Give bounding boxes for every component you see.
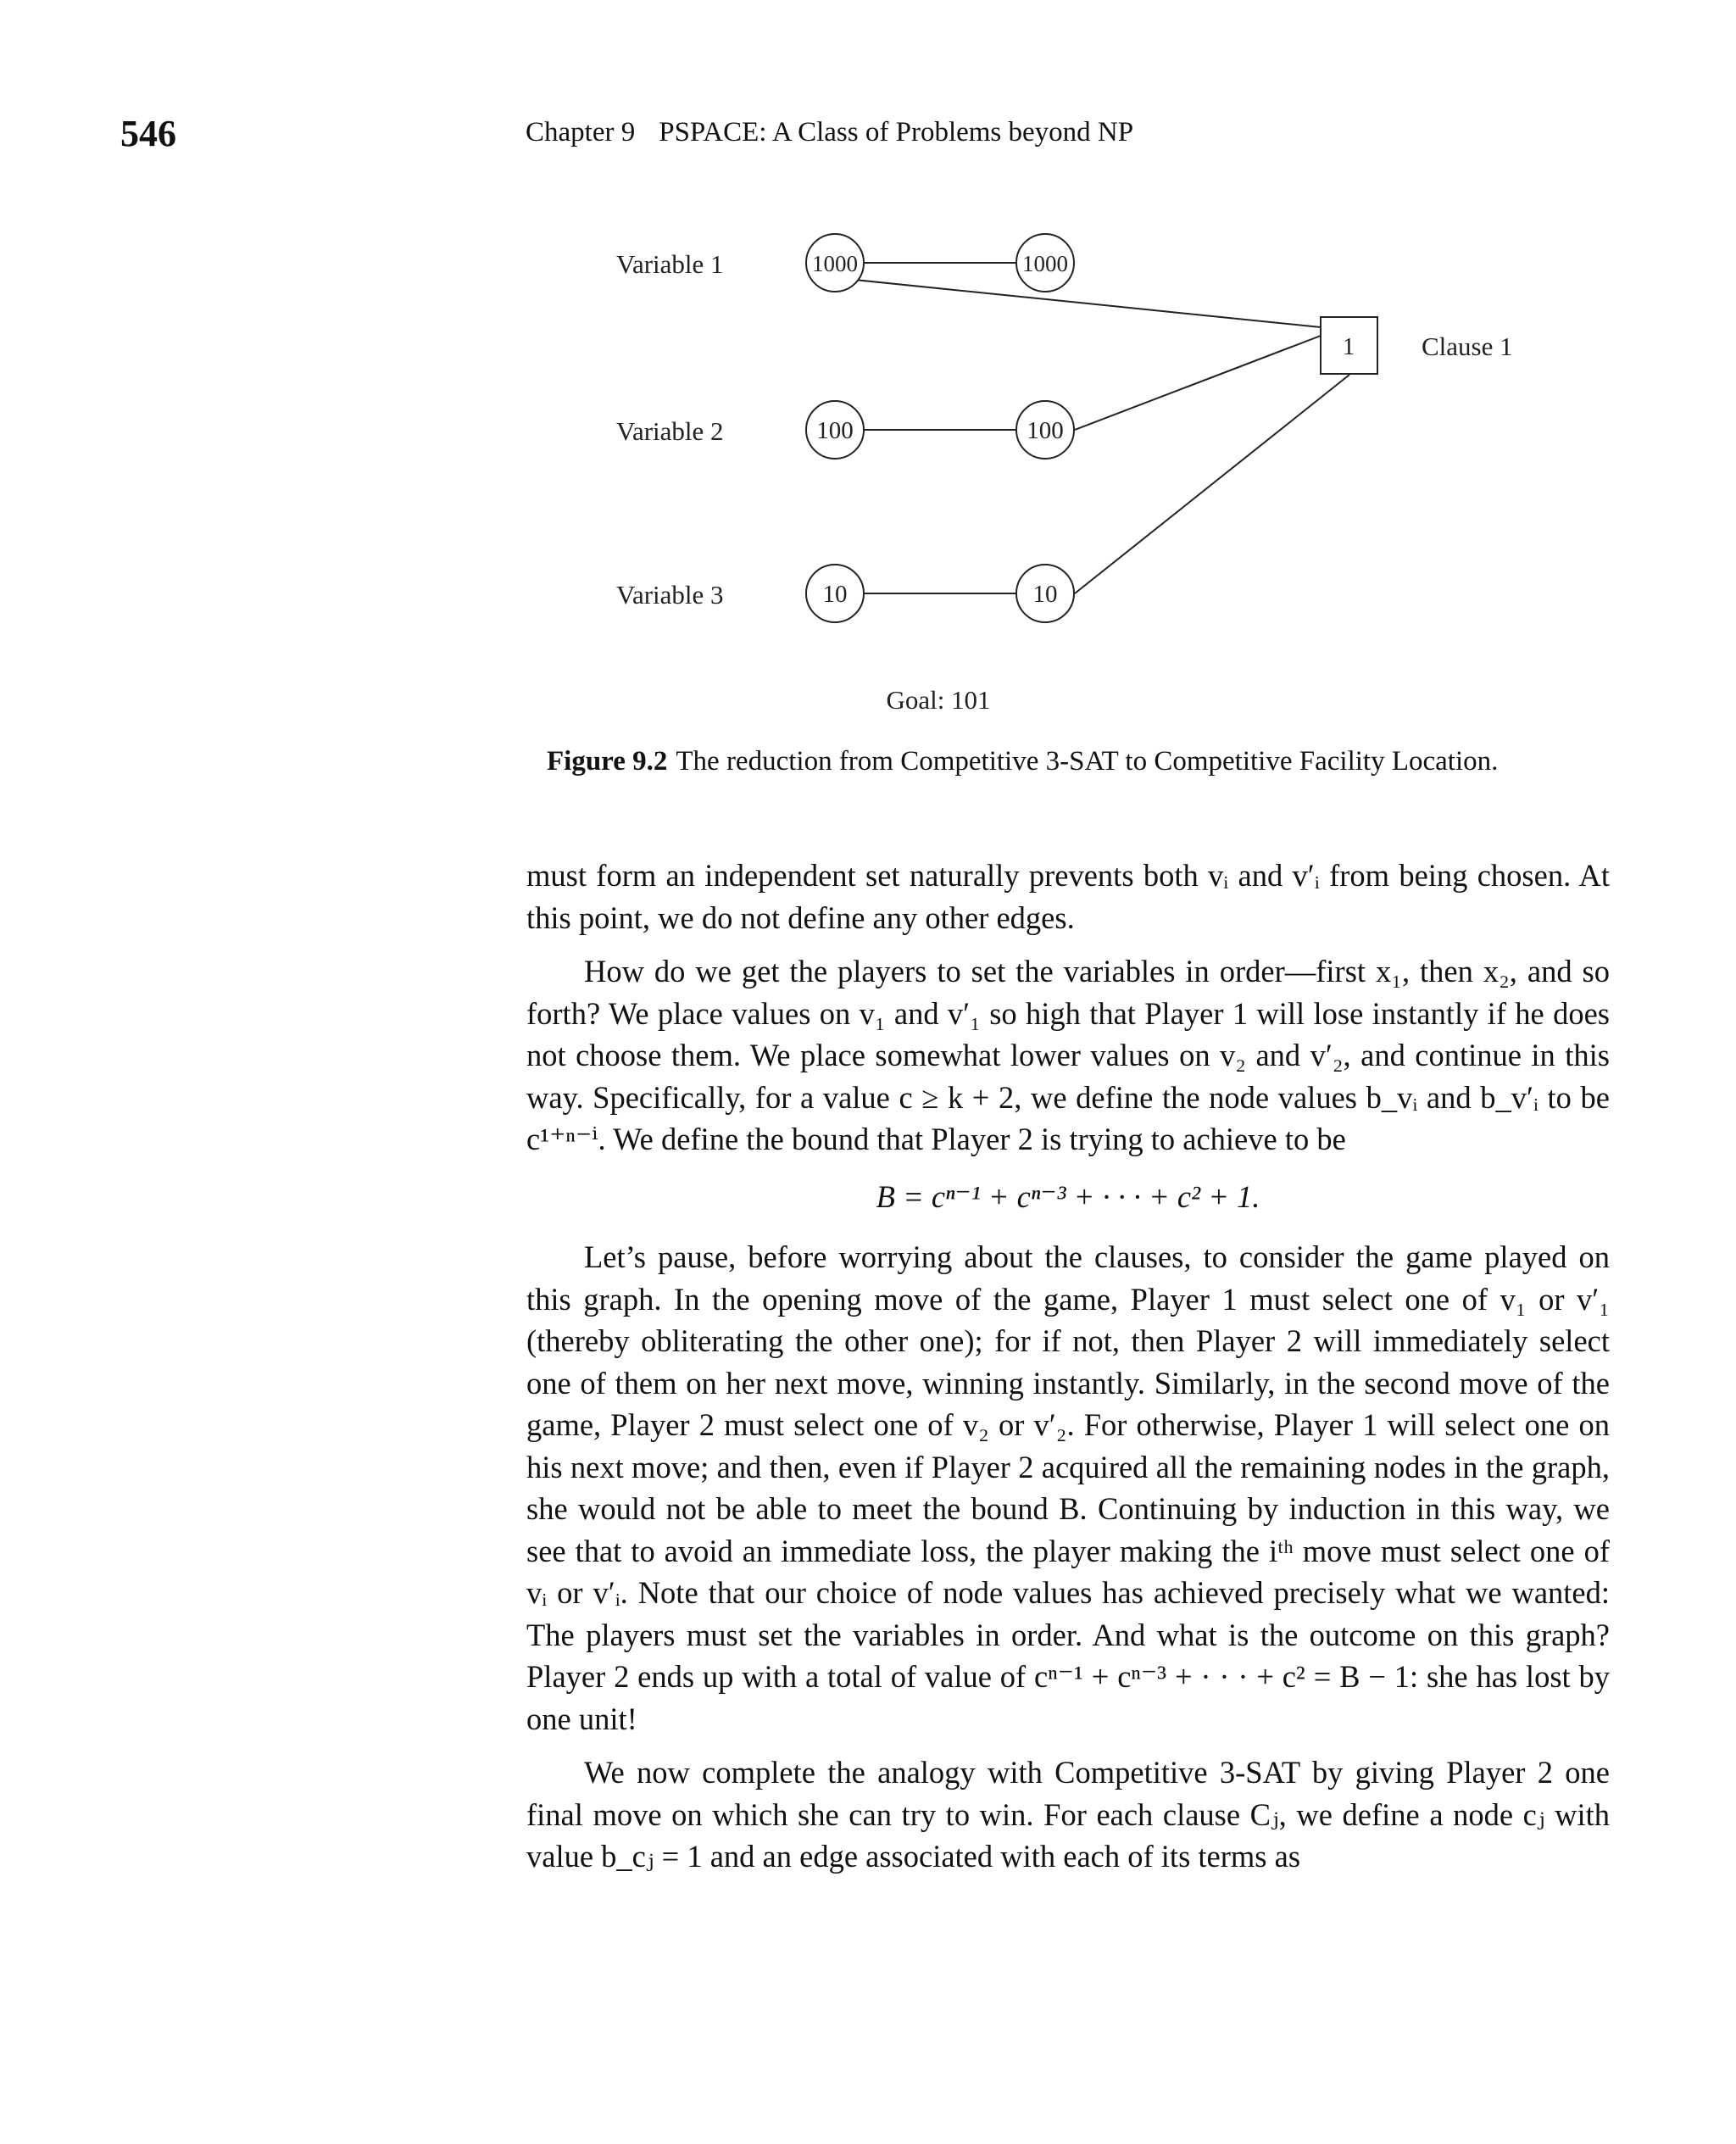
paragraph-2: How do we get the players to set the variables in order—first x₁, then x₂, and so forth? We place values on v₁ and v′₁ so high that Player 1 will lose instantly if he does not choose them. We place somewhat lower values on v₂ and v′₂, and continue in this way. Specifically, for a value c ≥ k + 2, we define the node values b_vᵢ and b_v′ᵢ to be c¹⁺ⁿ⁻ⁱ. We define the bound that Player 2 is trying to achieve to be (526, 954, 1610, 1156)
goal-label: Goal: 101 (886, 685, 991, 715)
chapter-title: PSPACE: A Class of Problems beyond NP (659, 117, 1134, 148)
body-text (526, 855, 1610, 1878)
node-var2-right-value: 100 (1027, 417, 1064, 444)
paragraph-3: Let’s pause, before worrying about the clauses, to consider the game played on this graph. In the opening move of the game, Player 1 must select one of v₁ or v′₁ (thereby obliterating the other one); for if not, then Player 2 will immediately select one of them on her next move, winning instantly. Similarly, in the second move of the game, Player 2 must select one of v₂ or v′₂. For otherwise, Player 1 will select one on his next move; and then, even if Player 2 acquired all the remaining nodes in the graph, she would not be able to meet the bound B. Continuing by induction in this way, we see that to avoid an immediate loss, the player making the iᵗʰ move must select one of vᵢ or v′ᵢ. Note that our choice of node values has achieved precisely what we wanted: The players must set the variables in order. And what is the outcome on this graph? Player 2 ends up with a total of value of cⁿ⁻¹ + cⁿ⁻³ + · · · + c² = B − 1: she has lost by one unit! (526, 1239, 1610, 1736)
node-var1-left-value: 1000 (812, 251, 858, 276)
paragraph-4: We now complete the analogy with Competitive 3-SAT by giving Player 2 one final move on which she can try to win. For each clause Cⱼ, we define a node cⱼ with value b_cⱼ = 1 and an edge associated with each of its terms as (526, 1755, 1610, 1874)
variable-1-label: Variable 1 (616, 249, 724, 279)
clause-1-label: Clause 1 (1422, 331, 1513, 361)
node-var3-right-value: 10 (1032, 581, 1058, 608)
page-number: 546 (120, 113, 176, 154)
variable-3-label: Variable 3 (616, 580, 724, 610)
node-var3-left-value: 10 (822, 581, 848, 608)
node-var1-right-value: 1000 (1022, 251, 1068, 276)
edge-var1-clause (854, 280, 1321, 327)
node-var2-left-value: 100 (816, 417, 854, 444)
reduction-figure (0, 0, 1736, 805)
paragraph-1: must form an independent set naturally prevents both vᵢ and v′ᵢ from being chosen. At this point, we do not define any other edges. (526, 858, 1610, 935)
figure-caption-label: Figure 9.2 (547, 746, 668, 777)
figure-caption-text: The reduction from Competitive 3-SAT to Competitive Facility Location. (676, 746, 1499, 777)
edge-var3-clause (1075, 375, 1349, 593)
variable-2-label: Variable 2 (616, 416, 724, 446)
figure-caption (547, 746, 1498, 777)
bound-equation: B = cⁿ⁻¹ + cⁿ⁻³ + · · · + c² + 1. (876, 1178, 1260, 1214)
clause-1-value: 1 (1342, 333, 1355, 360)
chapter-label: Chapter 9 (526, 117, 636, 148)
edge-var2-clause (1075, 336, 1321, 430)
